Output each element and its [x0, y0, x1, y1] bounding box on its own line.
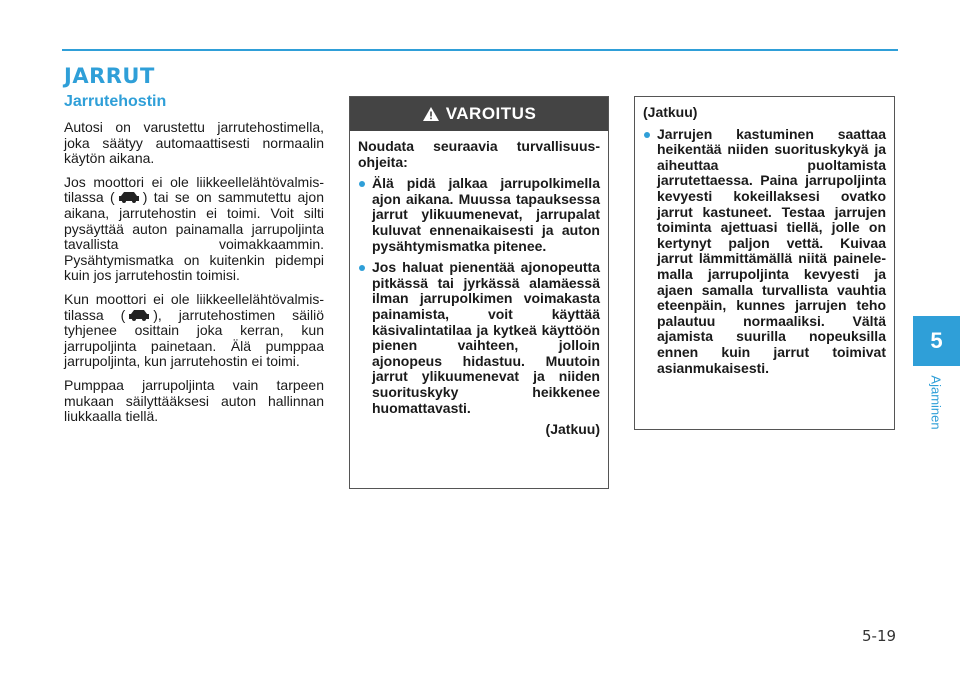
warning-body: [350, 131, 608, 438]
paragraph-1: Autosi on varustettu jarrutehostimella, joka säätyy automaattisesti normaalin käytön aikana.: [64, 119, 324, 167]
warning-box: [349, 96, 609, 489]
bullet-dot-icon: [359, 265, 365, 271]
continuation-body: [635, 97, 894, 376]
main-text-column: [64, 120, 324, 433]
warning-header: [350, 97, 608, 131]
continued-label: (Jatkuu): [545, 421, 600, 438]
chapter-label: Ajaminen: [928, 374, 944, 430]
section-title: JARRUT: [64, 64, 155, 88]
subsection-title: Jarrutehostin: [64, 93, 167, 110]
paragraph-3: Kun moottori ei ole liikkeellelähtövalmis-tilassa ( ), jarrutehostimen säiliö tyhjenee osittain joka kerran, kun jarrupoljinta painetaan. Älä pumppaa jarrupoljinta, kun jarrutehostin ei toimi.: [64, 290, 324, 370]
car-ready-icon: [127, 308, 151, 322]
paragraph-2: Jos moottori ei ole liikkeellelähtövalmis-tilassa ( ) tai se on sammutettu ajon aikana, jarrutehostin ei toimi. Voit silti pysäyttää auton painamalla jarrupoljinta tavallista voimakkaammin. Pysähtymismatka on kuitenkin pidempi kuin jos jarrutehostin toimisi.: [64, 173, 324, 284]
top-rule: [62, 49, 898, 51]
continuation-box: [634, 96, 895, 430]
page-number: 5-19: [862, 627, 897, 645]
continuation-lead: (Jatkuu): [643, 104, 698, 120]
paragraph-4: Pumppaa jarrupoljinta vain tarpeen mukaan säilyttääksesi auton hallinnan liukkaalla tiellä.: [64, 376, 324, 425]
warning-title: VAROITUS: [445, 104, 537, 123]
bullet-dot-icon: [644, 132, 650, 138]
bullet-dot-icon: [359, 181, 365, 187]
warning-triangle-icon: [422, 106, 440, 122]
warning-bullet: Älä pidä jalkaa jarrupolkimella ajon aikana. Muussa tapauksessa jarrut ylikuumenevat, jarrupalat kuluvat ennenaikaisesti ja auton pysähtymismatka pitenee.: [358, 176, 600, 254]
continuation-bullet: Jarrujen kastuminen saattaa heikentää niiden suorituskykyä ja aiheuttaa puoltamista jarrutettaessa. Paina jarrupoljinta kevyesti kokeillaksesi ovatko jarrut kastuneet. Testaa jarrujen toiminta ajettuasi tiellä, jolle on kertynyt paljon vettä. Kuivaa jarrut lämmittämällä niitä painelemalla jarrupoljinta kevyesti ja ajaen samalla turvallista vauhtia eteenpäin, kunnes jarrujen teho palautuu normaaliksi. Vältä ajamista suurilla nopeuksilla ennen kuin jarrut toimivat asianmukaisesti.: [643, 127, 886, 377]
car-ready-icon: [117, 190, 141, 204]
warning-intro: Noudata seuraavia turvallisuusohjeita:: [358, 138, 600, 170]
chapter-tab: 5: [913, 316, 960, 366]
warning-bullet: Jos haluat pienentää ajonopeutta pitkässä tai jyrkässä alamäessä ilman jarrupolkimen voimakasta painamista, voit käyttää käsivalintatilaa ja kytkeä käyttöön pienen vaihteen, jolloin ajonopeus hidastuu. Muutoin jarrut ylikuumenevat ja niiden suorituskyky heikkenee huomattavasti.: [358, 260, 600, 416]
